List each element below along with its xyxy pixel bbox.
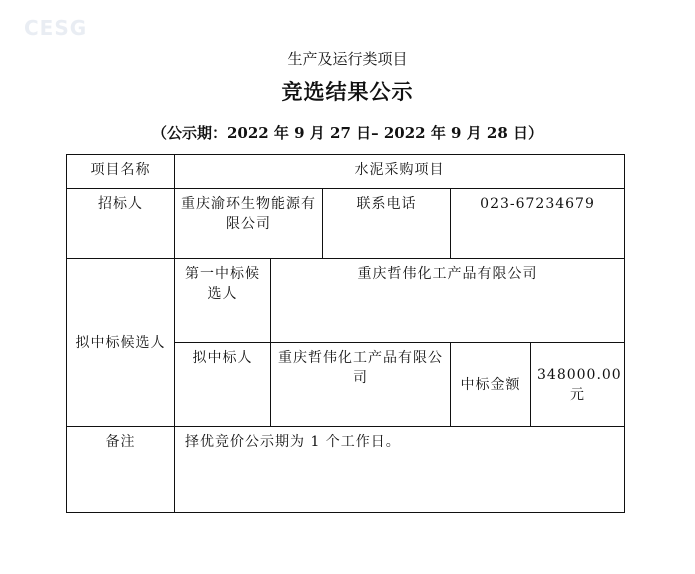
winner-label: 拟中标人	[175, 343, 271, 427]
document-title: 竞选结果公示	[281, 79, 414, 104]
document-subtitle: 生产及运行类项目	[287, 50, 408, 68]
contact-value: 023-67234679	[451, 189, 625, 259]
first-candidate-label: 第一中标候选人	[175, 259, 271, 343]
winner-value: 重庆哲伟化工产品有限公司	[271, 343, 451, 427]
tenderer-label: 招标人	[67, 189, 175, 259]
publicity-period: （公示期：2022 年 9 月 27 日– 2022 年 9 月 28 日）	[151, 124, 544, 142]
first-candidate-value: 重庆哲伟化工产品有限公司	[271, 259, 625, 343]
tenderer-value: 重庆渝环生物能源有限公司	[175, 189, 323, 259]
project-name-label: 项目名称	[67, 155, 175, 189]
amount-label: 中标金额	[451, 343, 531, 427]
contact-label: 联系电话	[323, 189, 451, 259]
project-name-value: 水泥采购项目	[175, 155, 625, 189]
amount-value: 348000.00 元	[531, 343, 625, 427]
result-table	[66, 154, 625, 513]
candidate-label: 拟中标候选人	[67, 259, 175, 427]
watermark-logo: CESG	[24, 16, 88, 40]
remark-value: 择优竞价公示期为 1 个工作日。	[175, 427, 625, 513]
remark-label: 备注	[67, 427, 175, 513]
